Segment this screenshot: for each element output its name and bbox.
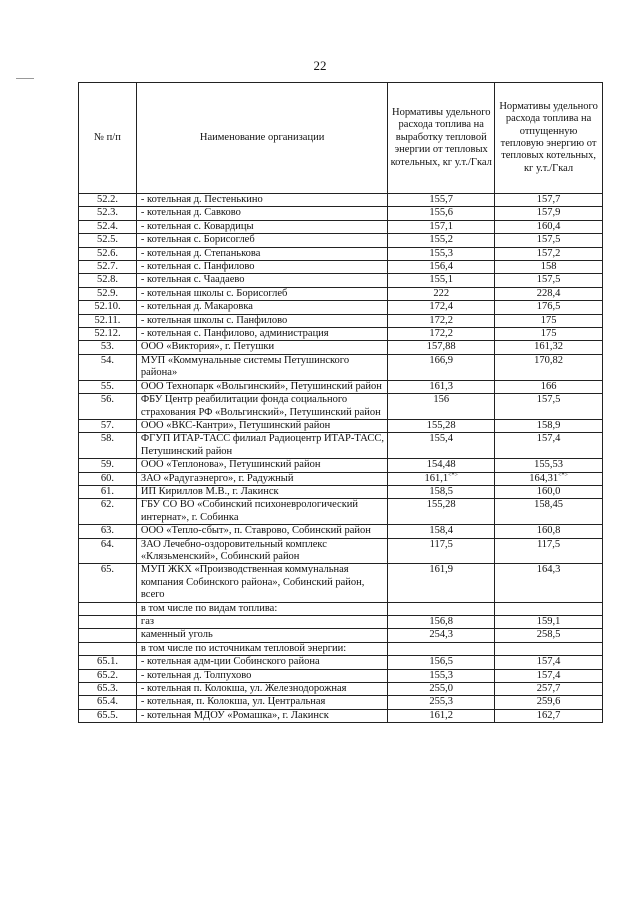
table-row [79, 194, 603, 207]
row-number: 62. [79, 499, 137, 525]
supply-norm-value [495, 602, 603, 615]
organization-name: - котельная д. Макаровка [136, 301, 387, 314]
production-norm-value [388, 629, 495, 642]
row-number [79, 629, 137, 642]
organization-name: - котельная школы с. Панфилово [136, 314, 387, 327]
supply-norm-text: 166 [540, 380, 557, 392]
supply-norm-text: 158 [540, 261, 557, 273]
organization-name: ЗАО Лечебно-оздоровительный комплекс «Клязьменский», Собинский район [136, 538, 387, 564]
supply-norm-text: 157,5 [536, 234, 561, 246]
production-norm-text: 155,28 [426, 419, 456, 431]
production-norm-value [388, 696, 495, 709]
header-production-norm: Нормативы удельного расхода топлива на выработку тепловой энергии от тепловых котельных, кг у.т./Гкал [388, 83, 495, 194]
supply-norm-value [495, 220, 603, 233]
production-norm-value [388, 234, 495, 247]
header-organization: Наименование организации [136, 83, 387, 194]
table-row [79, 433, 603, 459]
row-number: 65.4. [79, 696, 137, 709]
table-body [79, 194, 603, 723]
margin-mark [16, 78, 34, 79]
supply-norm-text: 175 [540, 328, 557, 340]
organization-name: - котельная, п. Колокша, ул. Центральная [136, 696, 387, 709]
organization-name: ООО «Теплонова», Петушинский район [136, 459, 387, 472]
supply-norm-text: 157,4 [536, 669, 561, 681]
table-row [79, 419, 603, 432]
production-norm-value [388, 472, 495, 485]
row-number: 52.11. [79, 314, 137, 327]
table-row [79, 234, 603, 247]
supply-norm-value [495, 669, 603, 682]
table-row [79, 499, 603, 525]
production-norm-text: 161,3 [429, 380, 454, 392]
organization-name: ФБУ Центр реабилитации фонда социального страхования РФ «Вольгинский», Петушинский район [136, 394, 387, 420]
organization-name: - котельная адм-ции Собинского района [136, 656, 387, 669]
row-number: 54. [79, 354, 137, 380]
table-row [79, 354, 603, 380]
organization-name: в том числе по видам топлива: [136, 602, 387, 615]
table-row [79, 696, 603, 709]
supply-norm-value [495, 683, 603, 696]
table-row [79, 656, 603, 669]
production-norm-text: 156 [433, 394, 450, 406]
row-number [79, 642, 137, 655]
production-norm-value [388, 656, 495, 669]
organization-name: каменный уголь [136, 629, 387, 642]
footnote-marker: <*> [448, 472, 458, 479]
supply-norm-text: 158,45 [534, 499, 563, 511]
supply-norm-value [495, 709, 603, 722]
row-number: 65. [79, 564, 137, 602]
production-norm-value [388, 380, 495, 393]
supply-norm-value [495, 419, 603, 432]
organization-name: - котельная с. Чаадаево [136, 274, 387, 287]
production-norm-text: 222 [433, 287, 450, 299]
supply-norm-value [495, 696, 603, 709]
production-norm-value [388, 301, 495, 314]
table-row [79, 341, 603, 354]
production-norm-text: 255,3 [429, 696, 454, 708]
table-row [79, 709, 603, 722]
row-number: 52.7. [79, 261, 137, 274]
production-norm-value [388, 261, 495, 274]
row-number: 65.1. [79, 656, 137, 669]
production-norm-value [388, 341, 495, 354]
production-norm-text: 161,2 [429, 709, 454, 721]
supply-norm-value [495, 538, 603, 564]
supply-norm-text: 158,9 [536, 419, 561, 431]
production-norm-text: 172,4 [429, 301, 454, 313]
supply-norm-value [495, 525, 603, 538]
table-row [79, 247, 603, 260]
production-norm-text: 158,5 [429, 485, 454, 497]
supply-norm-text: 157,7 [536, 194, 561, 205]
production-norm-value [388, 709, 495, 722]
table-row [79, 261, 603, 274]
production-norm-value [388, 564, 495, 602]
table-row [79, 683, 603, 696]
production-norm-value [388, 485, 495, 498]
row-number [79, 616, 137, 629]
supply-norm-value [495, 301, 603, 314]
production-norm-text: 154,48 [426, 459, 456, 471]
supply-norm-text: 157,5 [536, 274, 561, 286]
supply-norm-value [495, 287, 603, 300]
table-row [79, 394, 603, 420]
table-row [79, 207, 603, 220]
production-norm-text: 156,4 [429, 261, 454, 273]
organization-name: - котельная с. Панфилово [136, 261, 387, 274]
production-norm-text: 155,1 [429, 274, 454, 286]
organization-name: - котельная МДОУ «Ромашка», г. Лакинск [136, 709, 387, 722]
supply-norm-text: 157,9 [536, 207, 561, 219]
production-norm-text: 155,6 [429, 207, 454, 219]
production-norm-value [388, 207, 495, 220]
organization-name: ООО «ВКС-Кантри», Петушинский район [136, 419, 387, 432]
row-number [79, 602, 137, 615]
organization-name: - котельная д. Савково [136, 207, 387, 220]
production-norm-value [388, 538, 495, 564]
production-norm-text: 157,1 [429, 220, 454, 232]
organization-name: ООО «Тепло-сбыт», п. Ставрово, Собинский район [136, 525, 387, 538]
organization-name: газ [136, 616, 387, 629]
table-row [79, 538, 603, 564]
production-norm-text: 161,1 [424, 472, 449, 484]
header-number: № п/п [79, 83, 137, 194]
supply-norm-value [495, 616, 603, 629]
supply-norm-text: 164,3 [536, 564, 561, 576]
supply-norm-value [495, 207, 603, 220]
production-norm-value [388, 194, 495, 207]
production-norm-text: 158,4 [429, 525, 454, 537]
supply-norm-text: 157,4 [536, 433, 561, 445]
supply-norm-text: 257,7 [536, 683, 561, 695]
production-norm-text: 254,3 [429, 629, 454, 641]
row-number: 65.2. [79, 669, 137, 682]
organization-name: МУП «Коммунальные системы Петушинского района» [136, 354, 387, 380]
production-norm-text: 172,2 [429, 314, 454, 326]
organization-name: в том числе по источникам тепловой энергии: [136, 642, 387, 655]
table-row [79, 564, 603, 602]
supply-norm-value [495, 459, 603, 472]
table-row [79, 669, 603, 682]
production-norm-text: 166,9 [429, 354, 454, 366]
table-row [79, 380, 603, 393]
supply-norm-value [495, 629, 603, 642]
production-norm-text: 117,5 [429, 538, 453, 550]
table-header-row [79, 83, 603, 194]
row-number: 59. [79, 459, 137, 472]
production-norm-text: 172,2 [429, 328, 454, 340]
production-norm-value [388, 328, 495, 341]
row-number: 52.12. [79, 328, 137, 341]
production-norm-value [388, 354, 495, 380]
supply-norm-text: 258,5 [536, 629, 561, 641]
row-number: 63. [79, 525, 137, 538]
production-norm-value [388, 287, 495, 300]
production-norm-text: 156,5 [429, 656, 454, 668]
row-number: 52.5. [79, 234, 137, 247]
production-norm-value [388, 525, 495, 538]
row-number: 64. [79, 538, 137, 564]
production-norm-value [388, 499, 495, 525]
production-norm-value [388, 669, 495, 682]
production-norm-value [388, 394, 495, 420]
page-number: 22 [313, 58, 327, 73]
production-norm-value [388, 433, 495, 459]
supply-norm-value [495, 472, 603, 485]
production-norm-text: 157,88 [426, 341, 456, 353]
supply-norm-text: 160,0 [536, 485, 561, 497]
supply-norm-text: 228,4 [536, 287, 561, 299]
supply-norm-value [495, 314, 603, 327]
supply-norm-value [495, 247, 603, 260]
table-row [79, 314, 603, 327]
organization-name: ИП Кириллов М.В., г. Лакинск [136, 485, 387, 498]
supply-norm-text: 164,31 [529, 472, 559, 484]
supply-norm-text: 259,6 [536, 696, 561, 708]
production-norm-value [388, 314, 495, 327]
production-norm-value [388, 419, 495, 432]
supply-norm-value [495, 194, 603, 207]
production-norm-text: 155,4 [429, 433, 454, 445]
supply-norm-text: 176,5 [536, 301, 561, 313]
table-row [79, 472, 603, 485]
organization-name: - котельная школы с. Борисоглеб [136, 287, 387, 300]
supply-norm-value [495, 380, 603, 393]
header-supply-norm: Нормативы удельного расхода топлива на отпущенную тепловую энергию от тепловых котельных, кг у.т./Гкал [495, 83, 603, 194]
supply-norm-text: 170,82 [534, 354, 563, 366]
row-number: 52.10. [79, 301, 137, 314]
production-norm-value [388, 247, 495, 260]
supply-norm-value [495, 274, 603, 287]
organization-name: - котельная д. Степанькова [136, 247, 387, 260]
production-norm-text: 156,8 [429, 616, 454, 627]
row-number: 52.4. [79, 220, 137, 233]
supply-norm-value [495, 564, 603, 602]
organization-name: - котельная д. Пестенькино [136, 194, 387, 207]
row-number: 52.3. [79, 207, 137, 220]
organization-name: - котельная п. Колокша, ул. Железнодорожная [136, 683, 387, 696]
table-row [79, 328, 603, 341]
supply-norm-value [495, 499, 603, 525]
row-number: 52.2. [79, 194, 137, 207]
table-row [79, 220, 603, 233]
organization-name: - котельная д. Толпухово [136, 669, 387, 682]
row-number: 57. [79, 419, 137, 432]
supply-norm-value [495, 261, 603, 274]
row-number: 52.6. [79, 247, 137, 260]
supply-norm-text: 159,1 [536, 616, 561, 627]
row-number: 58. [79, 433, 137, 459]
supply-norm-text: 157,4 [536, 656, 561, 668]
row-number: 53. [79, 341, 137, 354]
table-row [79, 459, 603, 472]
table-row [79, 274, 603, 287]
table-row [79, 301, 603, 314]
supply-norm-text: 157,2 [536, 247, 561, 259]
supply-norm-value [495, 341, 603, 354]
production-norm-text: 155,3 [429, 247, 454, 259]
supply-norm-text: 117,5 [536, 538, 561, 550]
table-row [79, 525, 603, 538]
production-norm-value [388, 602, 495, 615]
table-row [79, 287, 603, 300]
production-norm-text: 255,0 [429, 683, 454, 695]
supply-norm-text: 162,7 [536, 709, 561, 721]
supply-norm-value [495, 328, 603, 341]
organization-name: МУП ЖКХ «Производственная коммунальная компания Собинского района», Собинский район, всего [136, 564, 387, 602]
supply-norm-value [495, 354, 603, 380]
supply-norm-text: 157,5 [536, 394, 561, 406]
organization-name: - котельная с. Панфилово, администрация [136, 328, 387, 341]
production-norm-text: 161,9 [429, 564, 454, 576]
norms-table [78, 82, 603, 723]
supply-norm-value [495, 433, 603, 459]
production-norm-value [388, 459, 495, 472]
production-norm-text: 155,28 [426, 499, 456, 511]
organization-name: - котельная с. Борисоглеб [136, 234, 387, 247]
supply-norm-text: 161,32 [534, 341, 563, 353]
supply-norm-text: 155,53 [534, 459, 563, 471]
organization-name: ГБУ СО ВО «Собинский психоневрологический интернат», г. Собинка [136, 499, 387, 525]
organization-name: ФГУП ИТАР-ТАСС филиал Радиоцентр ИТАР-ТАСС, Петушинский район [136, 433, 387, 459]
production-norm-value [388, 220, 495, 233]
table-row [79, 616, 603, 629]
table-row [79, 642, 603, 655]
supply-norm-value [495, 656, 603, 669]
supply-norm-text: 160,8 [536, 525, 561, 537]
supply-norm-value [495, 485, 603, 498]
table-row [79, 602, 603, 615]
production-norm-text: 155,3 [429, 669, 454, 681]
supply-norm-value [495, 234, 603, 247]
organization-name: ООО Технопарк «Вольгинский», Петушинский район [136, 380, 387, 393]
row-number: 65.3. [79, 683, 137, 696]
organization-name: - котельная с. Ковардицы [136, 220, 387, 233]
production-norm-text: 155,7 [429, 194, 454, 205]
supply-norm-text: 175 [540, 314, 557, 326]
table-row [79, 629, 603, 642]
production-norm-value [388, 616, 495, 629]
table-row [79, 485, 603, 498]
row-number: 55. [79, 380, 137, 393]
production-norm-value [388, 683, 495, 696]
organization-name: ЗАО «Радугаэнерго», г. Радужный [136, 472, 387, 485]
production-norm-value [388, 642, 495, 655]
production-norm-text: 155,2 [429, 234, 454, 246]
row-number: 65.5. [79, 709, 137, 722]
footnote-marker: <*> [558, 472, 568, 479]
row-number: 61. [79, 485, 137, 498]
supply-norm-text: 160,4 [536, 220, 561, 232]
supply-norm-value [495, 642, 603, 655]
row-number: 56. [79, 394, 137, 420]
row-number: 52.9. [79, 287, 137, 300]
row-number: 60. [79, 472, 137, 485]
supply-norm-value [495, 394, 603, 420]
row-number: 52.8. [79, 274, 137, 287]
organization-name: ООО «Виктория», г. Петушки [136, 341, 387, 354]
production-norm-value [388, 274, 495, 287]
